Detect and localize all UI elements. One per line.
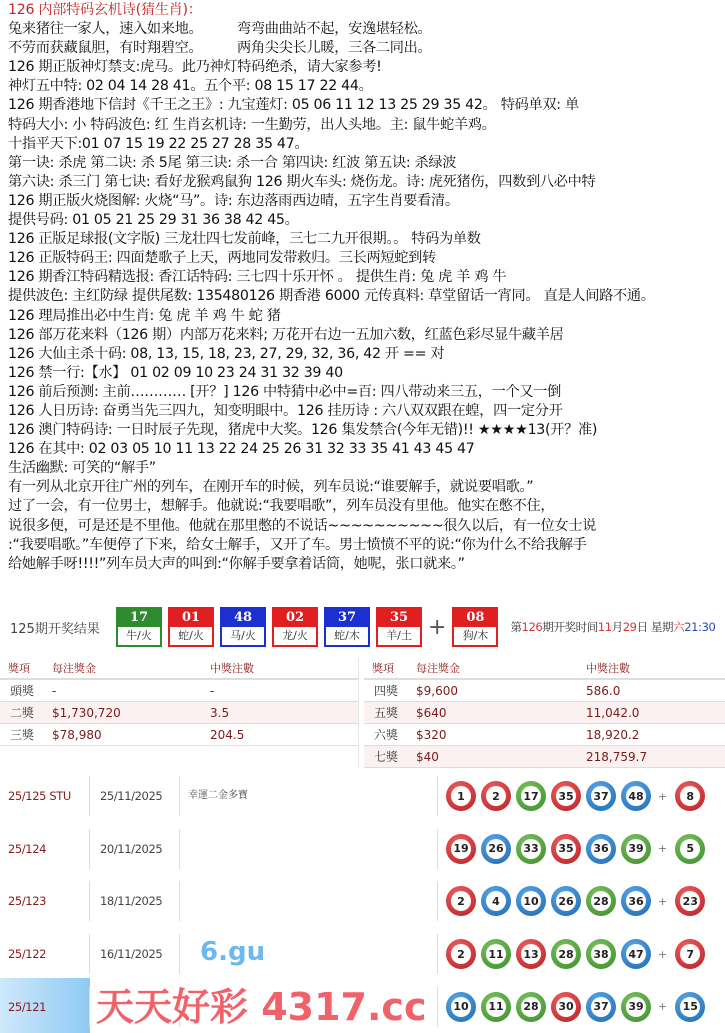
ball-number: 4 [486,891,506,911]
next-text: 日 星期 [636,620,674,634]
watermark: 天天好彩 4317.cc [96,985,427,1029]
ball-number: 01 [170,609,212,627]
result-label: 125期开奖结果 [10,621,100,637]
ball-number: 28 [556,944,576,964]
prize-name: 頭獎 [0,680,44,702]
ball-number: 48 [222,609,264,627]
ball-number: 19 [451,839,471,859]
prize-name: 五獎 [364,702,408,724]
draw-balls [437,987,710,1027]
prize-count: 3.5 [202,702,358,724]
draw-date: 18/11/2025 [89,881,179,921]
lottery-ball [516,834,546,864]
next-text: 第 [510,620,522,634]
lottery-ball [446,992,476,1022]
ball-number: 26 [556,891,576,911]
draw-balls [437,776,710,816]
lottery-ball [516,992,546,1022]
ball-number: 5 [680,839,700,859]
draw-note [179,881,437,921]
watermark-sub: 6.gu [200,937,266,967]
lottery-ball [551,834,581,864]
ball-number: 08 [454,609,496,627]
plus-sign: + [658,1000,668,1014]
prize-header: 獎項 [0,658,44,680]
text-line: 兔来猪往一家人，速入如来地。 弯弯曲曲站不起，安逸堪轻松。 [8,21,432,38]
lottery-ball [551,886,581,916]
text-line: 126 前后预测: 主前………… [开？] 126 中特猜中必中=百: 四八带动来三五，一个又一倒 [8,383,562,400]
special-ball [675,992,705,1022]
lottery-ball [586,781,616,811]
draw-row [0,875,725,928]
result-ball [116,607,162,647]
text-line: 不劳而获藏鼠胆，有时翔碧空。 两角尖尖长儿暖，三各二同出。 [8,40,432,57]
ball-number: 47 [626,944,646,964]
text-line: 126 正版足球报(文字版) 三龙壮四七发前峰，三七二九开很期。。 特码为单数 [8,231,481,248]
empty-cell [0,746,44,768]
draw-date: 20/11/2025 [89,829,179,869]
ball-zodiac: 羊/土 [386,629,412,642]
plus-sign: + [428,614,447,640]
forecast-text-block [8,1,725,574]
text-line: 神灯五中特: 02 04 14 28 41。五个平: 08 15 17 22 44。 [8,78,373,95]
ball-number: 02 [274,609,316,627]
prize-amount: $640 [408,702,578,724]
next-text: 月 [611,620,623,634]
ball-number: 2 [451,944,471,964]
text-line: 提供波色: 主红防绿 提供尾数: 135480126 期香港 6000 元传真料: 草堂留话一宵同。 直是人间路不通。 [8,288,655,305]
draw-id: 25/121 [8,999,47,1014]
text-line: 第一诀: 杀虎 第二诀: 杀 5尾 第三诀: 杀一合 第四诀: 红波 第五诀: 杀绿波 [8,154,457,171]
lottery-ball [621,886,651,916]
ball-number: 28 [591,891,611,911]
next-time: 21:30 [684,620,716,634]
ball-number: 39 [626,997,646,1017]
text-line: 126 期香江特码精选报: 香江话特码: 三七四十乐开怀 。 提供生肖: 兔 虎 羊 鸡 牛 [8,269,507,286]
ball-number: 35 [556,786,576,806]
result-ball [324,607,370,647]
prize-amount: $9,600 [408,680,578,702]
text-line: 说很多便，可是还是不里他。他就在那里憋的不说话~~~~~~~~~~很久以后，有一位女士说 [8,517,597,534]
ball-number: 2 [451,891,471,911]
text-line: 126 期香港地下信封《千王之王》: 九宝莲灯: 05 06 11 12 13 25 29 35 42。 特码单双: 单 [8,97,579,114]
prize-amount: - [44,680,202,702]
plus-sign: + [658,894,668,908]
prize-name: 七獎 [364,746,408,768]
special-ball [675,939,705,969]
lottery-ball [481,886,511,916]
lottery-ball [446,939,476,969]
prize-grid [0,658,725,768]
ball-number: 26 [486,839,506,859]
ball-number: 30 [556,997,576,1017]
prize-amount: $1,730,720 [44,702,202,724]
text-line: 126 大仙主杀十码: 08, 13, 15, 18, 23, 27, 29, 32, 36, 42 开 == 对 [8,345,445,362]
lottery-ball [551,781,581,811]
next-period: 126 [521,620,543,634]
ball-number: 1 [451,786,471,806]
lottery-ball [551,939,581,969]
prize-count: 586.0 [578,680,725,702]
result-ball [168,607,214,647]
result-ball [220,607,266,647]
draw-id: 25/124 [8,841,47,856]
result-bar [0,606,725,648]
lottery-ball [621,781,651,811]
prize-name: 四獎 [364,680,408,702]
lottery-ball [621,939,651,969]
draw-row [0,928,725,981]
ball-zodiac: 蛇/木 [334,629,360,642]
next-day: 29 [622,620,637,634]
text-line: 126 在其中: 02 03 05 10 11 13 22 24 25 26 31 32 33 35 41 43 45 47 [8,441,475,458]
prize-count: 18,920.2 [578,724,725,746]
prize-header: 每注獎金 [408,658,578,680]
ball-zodiac: 蛇/火 [178,629,204,642]
draw-note: 幸運二金多寶 [179,776,437,816]
prize-name: 三獎 [0,724,44,746]
ball-number: 39 [626,839,646,859]
ball-number: 23 [680,891,700,911]
lottery-ball [586,939,616,969]
draw-balls [437,829,710,869]
prize-count: 11,042.0 [578,702,725,724]
lottery-ball [446,834,476,864]
draw-id: 25/125 STU [8,789,71,804]
prize-amount: $320 [408,724,578,746]
lottery-ball [481,781,511,811]
special-ball [675,886,705,916]
ball-number: 17 [521,786,541,806]
next-draw-time [510,619,715,635]
lottery-ball [481,939,511,969]
prize-name: 二獎 [0,702,44,724]
ball-number: 37 [591,786,611,806]
text-line: 给她解手呀!!!!”列车员大声的叫到:“你解手要拿着话筒，她呢，张口就来。” [8,555,465,572]
lottery-ball [481,992,511,1022]
text-line: 126 部万花来料（126 期）内部万花来料; 万花开右边一五加六数，红蓝色彩尽显牛藏羊居 [8,326,564,343]
empty-cell [202,746,358,768]
ball-number: 15 [680,997,700,1017]
text-line: 有一列从北京开往广州的列车，在刚开车的时候，列车员说:“谁要解手，就说要唱歌。” [8,479,534,496]
special-ball [675,834,705,864]
ball-number: 37 [591,997,611,1017]
lottery-ball [621,992,651,1022]
special-ball [452,607,498,647]
lottery-ball [551,992,581,1022]
ball-number: 10 [521,891,541,911]
draw-balls [437,934,710,974]
ball-number: 37 [326,609,368,627]
lottery-ball [586,834,616,864]
prize-amount: $40 [408,746,578,768]
text-line: 126 期正版神灯禁支:虎马。此乃神灯特码绝杀，请大家参考! [8,59,382,76]
draw-note [179,829,437,869]
prize-count: 218,759.7 [578,746,725,768]
text-line: 特码大小: 小 特码波色: 红 生肖玄机诗: 一生勤劳，出人头地。主: 鼠牛蛇羊鸡。 [8,116,496,133]
prize-table [0,658,725,768]
lottery-ball [621,834,651,864]
text-line: 126 澳门特码诗: 一日时辰子先现，猪虎中大奖。126 集发禁合(今年无错)!! ★★★★13(开？准) [8,422,598,439]
text-line: 生活幽默: 可笑的“解手” [8,460,156,477]
text-line: 126 人日历诗: 奋勇当先三四九，知变明眼中。126 挂历诗 : 六八双双跟在蝗，四一定分开 [8,402,563,419]
text-line: 提供号码: 01 05 21 25 29 31 36 38 42 45。 [8,212,299,229]
ball-number: 17 [118,609,160,627]
prize-name: 六獎 [364,724,408,746]
text-line: 过了一会，有一位男士，想解手。他就说:“我要唱歌”，列车员没有里他。他实在憋不住， [8,498,555,515]
result-balls [116,607,504,647]
lottery-ball [586,992,616,1022]
next-text: 期开奖时间 [542,620,598,634]
lottery-ball [481,834,511,864]
text-line: 第六诀: 杀三门 第七诀: 看好龙猴鸡鼠狗 126 期火车头: 烧伤龙。诗: 虎死猪伤，四数到八必中特 [8,173,596,190]
ball-zodiac: 马/火 [230,629,256,642]
ball-number: 48 [626,786,646,806]
ball-number: 8 [680,786,700,806]
ball-number: 36 [626,891,646,911]
plus-sign: + [658,947,668,961]
draw-balls [437,881,710,921]
plus-sign: + [658,789,668,803]
draw-id: 25/123 [8,894,47,909]
draw-date: 16/11/2025 [89,934,179,974]
ball-number: 38 [591,944,611,964]
prize-header: 中獎注數 [578,658,725,680]
ball-number: 36 [591,839,611,859]
ball-number: 7 [680,944,700,964]
ball-number: 33 [521,839,541,859]
draw-date: 25/11/2025 [89,776,179,816]
draw-row [0,770,725,823]
ball-number: 35 [556,839,576,859]
next-weekday: 六 [673,620,685,634]
text-line: 126 正版特码王: 四面楚歌子上天，两地同发带救归。三长两短蛇到转 [8,250,436,267]
prize-count: - [202,680,358,702]
draw-row [0,823,725,876]
text-line: :“我要唱歌。”车便停了下来，给女士解手，又开了车。男士愤愤不平的说:“你为什么不给我解手 [8,536,587,553]
lottery-ball [446,886,476,916]
result-ball [272,607,318,647]
lottery-ball [516,939,546,969]
text-line: 126 期正版火烧图解: 火烧“马”。诗: 东边落雨西边晴，五字生肖要看清。 [8,192,459,209]
prize-header: 中獎注數 [202,658,358,680]
lottery-ball [516,781,546,811]
prize-header: 每注獎金 [44,658,202,680]
prize-amount: $78,980 [44,724,202,746]
lottery-ball [586,886,616,916]
result-ball [376,607,422,647]
special-ball [675,781,705,811]
ball-number: 28 [521,997,541,1017]
ball-number: 11 [486,997,506,1017]
ball-zodiac: 狗/木 [462,629,489,642]
ball-number: 35 [378,609,420,627]
empty-cell [44,746,202,768]
ball-number: 11 [486,944,506,964]
ball-zodiac: 龙/火 [282,629,308,642]
text-line: 126 禁一行:【水】 01 02 09 10 23 24 31 32 39 40 [8,364,343,381]
section-title: 126 内部特码玄机诗(猜生肖)： [8,2,202,18]
plus-sign: + [658,842,668,856]
lottery-ball [516,886,546,916]
prize-count: 204.5 [202,724,358,746]
draw-id: 25/122 [8,947,47,962]
prize-header: 獎項 [364,658,408,680]
text-line: 126 理局推出必中生肖: 兔 虎 羊 鸡 牛 蛇 猪 [8,307,281,324]
text-line: 十指平天下:01 07 15 19 22 25 27 28 35 47。 [8,135,309,152]
lottery-ball [446,781,476,811]
ball-number: 2 [486,786,506,806]
ball-number: 10 [451,997,471,1017]
ball-zodiac: 牛/火 [126,629,152,642]
next-month: 11 [597,620,612,634]
ball-number: 13 [521,944,541,964]
